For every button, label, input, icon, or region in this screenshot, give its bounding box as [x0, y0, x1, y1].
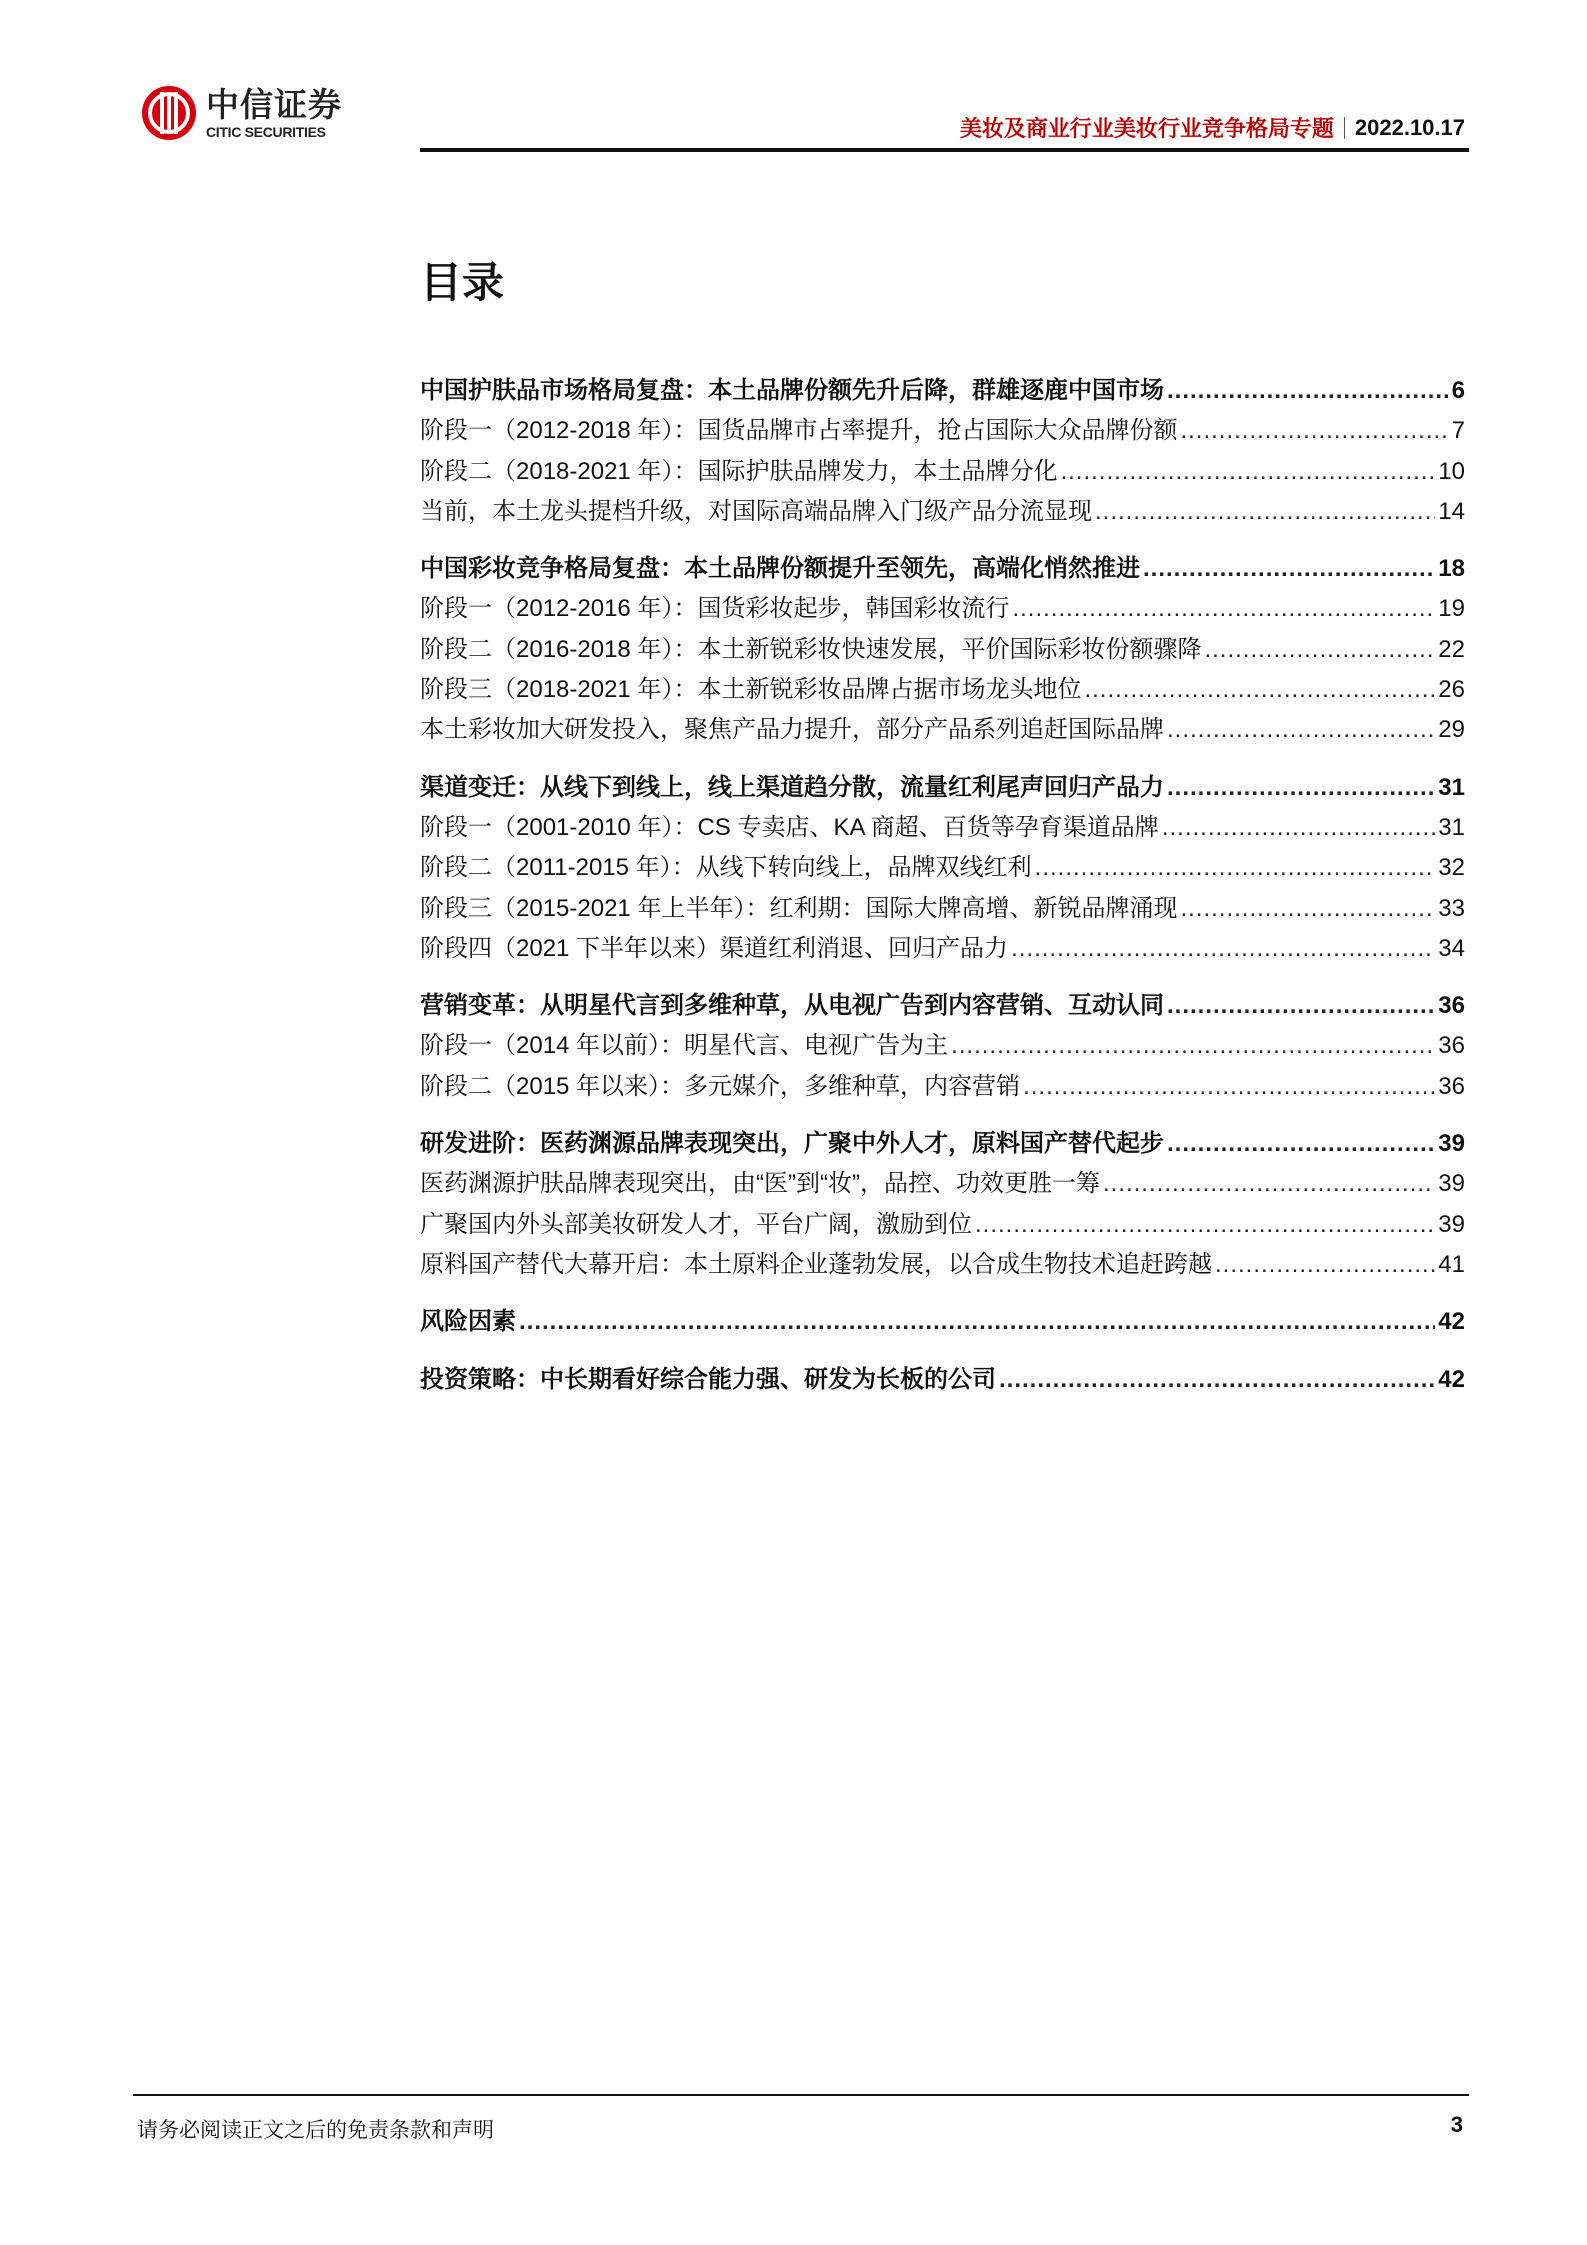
toc-page-number: 31 [1438, 813, 1465, 841]
toc-entry-label: 阶段二（2016-2018 年）：本土新锐彩妆快速发展，平价国际彩妆份额骤降 [420, 635, 1202, 663]
toc-page-number: 22 [1438, 635, 1465, 663]
toc-entry[interactable] [420, 492, 1465, 532]
dot-leader [1180, 889, 1435, 929]
toc-entry-label: 阶段四（2021 下半年以来）渠道红利消退、回归产品力 [420, 934, 1009, 962]
logo-english-name: CITIC SECURITIES [206, 123, 326, 140]
toc-section [420, 768, 1465, 969]
toc-page-number: 19 [1438, 595, 1465, 623]
toc-entry-label: 中国彩妆竞争格局复盘：本土品牌份额提升至领先，高端化悄然推进 [420, 555, 1140, 583]
toc-entry[interactable] [420, 1067, 1465, 1107]
report-title: 美妆及商业行业美妆行业竞争格局专题 [959, 116, 1334, 141]
header-divider [420, 148, 1469, 152]
toc-entry-label: 风险因素 [420, 1308, 516, 1336]
dot-leader [1095, 492, 1435, 532]
toc-heading[interactable] [420, 986, 1465, 1026]
toc-entry[interactable] [420, 589, 1465, 629]
toc-entry-label: 原料国产替代大幕开启：本土原料企业蓬勃发展，以合成生物技术追赶跨越 [420, 1250, 1212, 1278]
toc-heading[interactable] [420, 549, 1465, 589]
toc-entry-label: 投资策略：中长期看好综合能力强、研发为长板的公司 [420, 1365, 996, 1393]
dot-leader [1180, 411, 1448, 451]
toc-title: 目录 [420, 259, 505, 306]
dot-leader [1167, 1124, 1435, 1164]
dot-leader [1060, 452, 1435, 492]
toc-page-number: 36 [1438, 992, 1465, 1020]
dot-leader [1035, 848, 1436, 888]
logo-chinese-name: 中信证券 [206, 84, 342, 124]
toc-entry-label: 广聚国内外头部美妆研发人才，平台广阔，激励到位 [420, 1210, 972, 1238]
toc-entry[interactable] [420, 630, 1465, 670]
toc-entry-label: 阶段二（2018-2021 年）：国际护肤品牌发力，本土品牌分化 [420, 457, 1058, 485]
dot-leader [1012, 589, 1435, 629]
toc-entry-label: 阶段一（2001-2010 年）：CS 专卖店、KA 商超、百货等孕育渠道品牌 [420, 813, 1159, 841]
toc-section [420, 1302, 1465, 1342]
toc-section [420, 1124, 1465, 1285]
toc-page-number: 39 [1438, 1210, 1465, 1238]
toc-entry-label: 阶段三（2015-2021 年上半年）：红利期：国际大牌高增、新锐品牌涌现 [420, 894, 1178, 922]
toc-entry[interactable] [420, 1026, 1465, 1066]
toc-entry[interactable] [420, 670, 1465, 710]
report-header [960, 112, 1465, 143]
toc-entry-label: 本土彩妆加大研发投入，聚焦产品力提升，部分产品系列追赶国际品牌 [420, 716, 1164, 744]
dot-leader [1167, 710, 1435, 750]
toc-entry-label: 研发进阶：医药渊源品牌表现突出，广聚中外人才，原料国产替代起步 [420, 1130, 1164, 1158]
dot-leader [1167, 371, 1449, 411]
dot-leader [1023, 1067, 1435, 1107]
dot-leader [1162, 808, 1435, 848]
toc-entry[interactable] [420, 929, 1465, 969]
toc-entry-label: 营销变革：从明星代言到多维种草，从电视广告到内容营销、互动认同 [420, 992, 1164, 1020]
toc-heading[interactable] [420, 1124, 1465, 1164]
toc-section [420, 549, 1465, 750]
dot-leader [999, 1360, 1435, 1400]
toc-entry[interactable] [420, 889, 1465, 929]
toc-entry-label: 当前，本土龙头提档升级，对国际高端品牌入门级产品分流显现 [420, 497, 1092, 525]
toc-page-number: 39 [1438, 1130, 1465, 1158]
toc-heading[interactable] [420, 1360, 1465, 1400]
dot-leader [1011, 929, 1435, 969]
toc-page-number: 36 [1438, 1032, 1465, 1060]
toc-page-number: 42 [1438, 1308, 1465, 1336]
dot-leader [1143, 549, 1435, 589]
toc-page-number: 34 [1438, 934, 1465, 962]
report-date: 2022.10.17 [1354, 114, 1465, 140]
toc-page-number: 41 [1438, 1250, 1465, 1278]
toc-page-number: 10 [1438, 457, 1465, 485]
toc-entry[interactable] [420, 411, 1465, 451]
footer-disclaimer: 请务必阅读正文之后的免责条款和声明 [137, 2119, 494, 2142]
toc-entry-label: 阶段二（2011-2015 年）：从线下转向线上，品牌双线红利 [420, 854, 1032, 882]
toc-entry-label: 中国护肤品市场格局复盘：本土品牌份额先升后降，群雄逐鹿中国市场 [420, 377, 1164, 404]
toc-entry[interactable] [420, 848, 1465, 888]
toc-entry-label: 阶段三（2018-2021 年）：本土新锐彩妆品牌占据市场龙头地位 [420, 676, 1082, 704]
toc-page-number: 29 [1438, 716, 1465, 744]
header-separator [1344, 117, 1345, 139]
toc-entry[interactable] [420, 1164, 1465, 1204]
dot-leader [1103, 1164, 1435, 1204]
toc-page-number: 26 [1438, 676, 1465, 704]
toc-page-number: 39 [1438, 1170, 1465, 1198]
toc-entry[interactable] [420, 452, 1465, 492]
dot-leader [519, 1302, 1435, 1342]
toc-section [420, 986, 1465, 1107]
dot-leader [1084, 670, 1435, 710]
toc-entry[interactable] [420, 1205, 1465, 1245]
citic-logo-icon [140, 84, 198, 142]
toc-page-number: 42 [1438, 1365, 1465, 1393]
toc-section [420, 371, 1465, 532]
toc-page-number: 18 [1438, 555, 1465, 583]
toc-entry[interactable] [420, 710, 1465, 750]
toc-page-number: 7 [1451, 417, 1465, 445]
toc-heading[interactable] [420, 1302, 1465, 1342]
page-number: 3 [1450, 2112, 1463, 2137]
toc-page-number: 33 [1438, 894, 1465, 922]
toc-entry-label: 阶段二（2015 年以来）：多元媒介，多维种草，内容营销 [420, 1072, 1021, 1100]
dot-leader [1204, 630, 1435, 670]
toc-page-number: 14 [1438, 497, 1465, 525]
footer-divider [133, 2094, 1469, 2096]
dot-leader [951, 1026, 1435, 1066]
citic-logo [140, 84, 342, 142]
toc-entry-label: 阶段一（2014 年以前）：明星代言、电视广告为主 [420, 1032, 949, 1060]
toc-entry-label: 阶段一（2012-2016 年）：国货彩妆起步，韩国彩妆流行 [420, 595, 1010, 623]
table-of-contents [420, 371, 1465, 1417]
toc-entry[interactable] [420, 1245, 1465, 1285]
toc-page-number: 6 [1451, 377, 1465, 404]
toc-entry-label: 阶段一（2012-2018 年）：国货品牌市占率提升，抢占国际大众品牌份额 [420, 417, 1178, 445]
toc-entry[interactable] [420, 808, 1465, 848]
toc-page-number: 36 [1438, 1072, 1465, 1100]
toc-page-number: 31 [1438, 773, 1465, 801]
toc-heading[interactable] [420, 371, 1465, 411]
dot-leader [1215, 1245, 1435, 1285]
toc-entry-label: 医药渊源护肤品牌表现突出，由“医”到“妆”，品控、功效更胜一筹 [420, 1170, 1100, 1198]
dot-leader [1167, 986, 1435, 1026]
toc-heading[interactable] [420, 768, 1465, 808]
dot-leader [1167, 768, 1435, 808]
toc-entry-label: 渠道变迁：从线下到线上，线上渠道趋分散，流量红利尾声回归产品力 [420, 773, 1164, 801]
toc-section [420, 1360, 1465, 1400]
toc-page-number: 32 [1438, 854, 1465, 882]
dot-leader [975, 1205, 1435, 1245]
